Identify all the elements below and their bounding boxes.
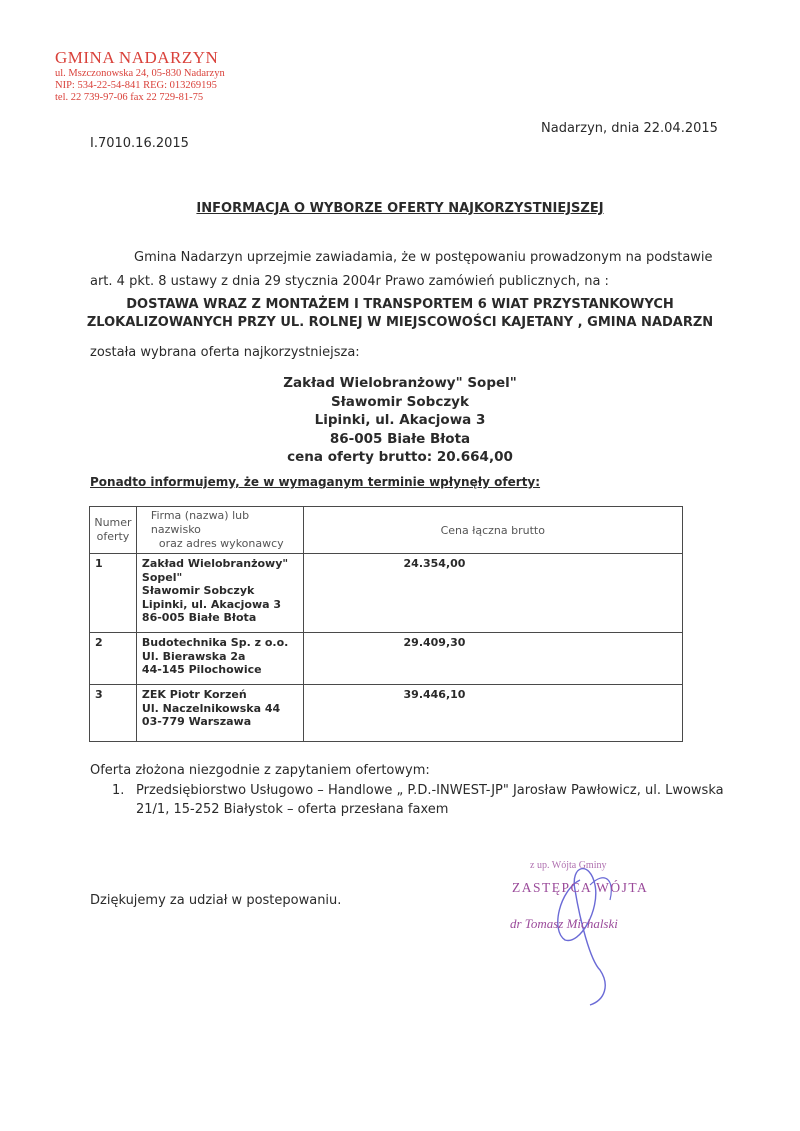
stamp-title: GMINA NADARZYN — [55, 48, 219, 67]
header-offer-number-line1: Numer — [94, 516, 132, 529]
firm-line: Ul. Naczelnikowska 44 — [141, 701, 281, 715]
chosen-offer-label: została wybrana oferta najkorzystniejsza: — [90, 345, 360, 360]
firm-line: Zakład Wielobranżowy" — [141, 557, 289, 570]
winner-city: 86-005 Białe Błota — [329, 430, 471, 447]
stamp-official-name: dr Tomasz Michalski — [510, 916, 618, 931]
intro-line-1: Gmina Nadarzyn uprzejmie zawiadamia, że w postępowaniu prowadzonym na podstawie — [134, 250, 713, 265]
offer-firm — [136, 633, 303, 685]
document-date: Nadarzyn, dnia 22.04.2015 — [541, 121, 718, 136]
offer-firm — [136, 554, 303, 633]
offer-number: 1 — [90, 554, 137, 633]
firm-line: Ul. Bierawska 2a — [141, 649, 246, 663]
header-firm — [136, 507, 303, 554]
header-firm-line1: Firma (nazwa) lub nazwisko — [150, 509, 250, 536]
noncompliant-number: 1. — [112, 783, 125, 798]
stamp-authority: z up. Wójta Gminy — [530, 860, 607, 871]
table-row — [90, 633, 683, 685]
header-price: Cena łączna brutto — [303, 507, 682, 554]
winning-offer — [0, 374, 800, 467]
offer-number: 2 — [90, 633, 137, 685]
noncompliant-label: Oferta złożona niezgodnie z zapytaniem ofertowym: — [90, 763, 430, 778]
header-firm-line2: oraz adres wykonawcy — [158, 537, 284, 550]
firm-line: 44-145 Pilochowice — [141, 663, 262, 676]
thanks-note: Dziękujemy za udział w postepowaniu. — [90, 893, 342, 908]
winner-street: Lipinki, ul. Akacjowa 3 — [314, 412, 486, 428]
firm-line: Sławomir Sobczyk — [141, 584, 255, 597]
municipality-stamp — [55, 48, 225, 104]
intro-line-2: art. 4 pkt. 8 ustawy z dnia 29 stycznia 2004r Prawo zamówień publicznych, na : — [90, 274, 609, 289]
reference-number: I.7010.16.2015 — [90, 136, 189, 151]
header-offer-number — [90, 507, 137, 554]
tender-subject — [0, 296, 800, 332]
offers-table — [89, 506, 683, 742]
offer-number: 3 — [90, 685, 137, 742]
noncompliant-line-1: Przedsiębiorstwo Usługowo – Handlowe „ P.D.-INWEST-JP" Jarosław Pawłowicz, ul. Lwowska — [136, 783, 724, 798]
offer-price: 24.354,00 — [303, 554, 682, 633]
winner-price: cena oferty brutto: 20.664,00 — [287, 449, 513, 465]
firm-line: Budotechnika Sp. z o.o. — [141, 636, 289, 649]
winner-person: Sławomir Sobczyk — [331, 393, 469, 410]
stamp-address: ul. Mszczonowska 24, 05-830 Nadarzyn — [55, 67, 225, 79]
table-header-row — [90, 507, 683, 554]
noncompliant-line-2: 21/1, 15-252 Białystok – oferta przesłana faxem — [136, 802, 449, 817]
stamp-position: ZASTĘPCA WÓJTA — [512, 880, 649, 895]
firm-line: Sopel" — [141, 570, 183, 584]
offers-received-label: Ponadto informujemy, że w wymaganym terminie wpłynęły oferty: — [90, 475, 541, 489]
header-offer-number-line2: oferty — [96, 530, 130, 543]
firm-line: 86-005 Białe Błota — [141, 611, 257, 624]
subject-line-1: DOSTAWA WRAZ Z MONTAŻEM I TRANSPORTEM 6 WIAT PRZYSTANKOWYCH — [126, 297, 674, 312]
subject-line-2: ZLOKALIZOWANYCH PRZY UL. ROLNEJ W MIEJSCOWOŚCI KAJETANY , GMINA NADARZN — [86, 315, 714, 330]
stamp-tel: tel. 22 739-97-06 fax 22 729-81-75 — [55, 91, 204, 103]
firm-line: 03-779 Warszawa — [141, 715, 252, 728]
offer-price: 39.446,10 — [303, 685, 682, 742]
firm-line: Lipinki, ul. Akacjowa 3 — [141, 597, 282, 611]
firm-line: ZEK Piotr Korzeń — [141, 688, 247, 701]
noncompliant-item — [112, 781, 724, 819]
document-heading: INFORMACJA O WYBORZE OFERTY NAJKORZYSTNIEJSZEJ — [196, 201, 604, 216]
table-row — [90, 554, 683, 633]
offer-firm — [136, 685, 303, 742]
stamp-nip: NIP: 534-22-54-841 REG: 013269195 — [55, 79, 217, 91]
winner-name: Zakład Wielobranżowy" Sopel" — [283, 375, 517, 391]
offer-price: 29.409,30 — [303, 633, 682, 685]
table-row — [90, 685, 683, 742]
